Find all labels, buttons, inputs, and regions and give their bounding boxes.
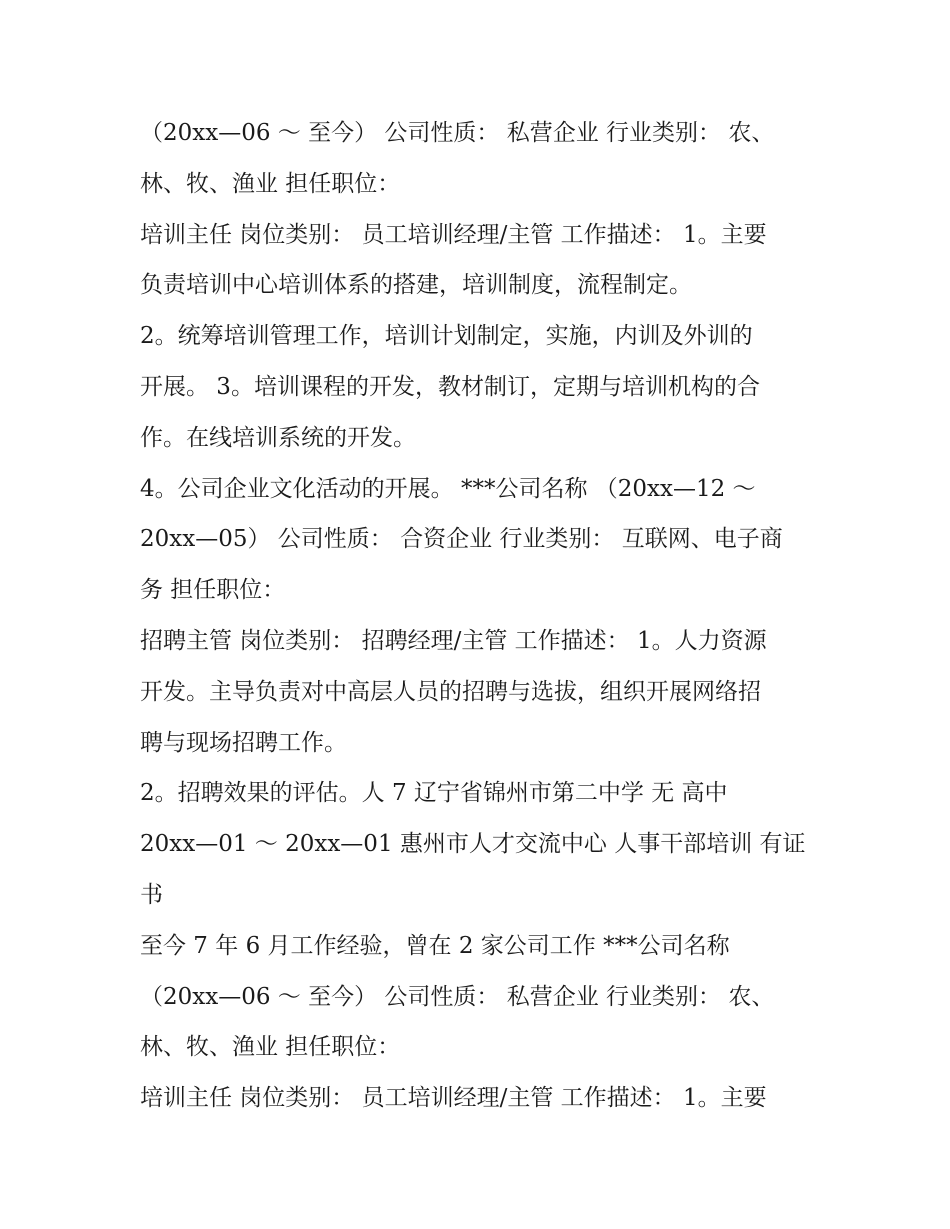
text-line: 林、牧、渔业 担任职位： [140,170,401,197]
text-line: 培训主任 岗位类别： 员工培训经理/主管 工作描述： 1。主要 [140,221,767,248]
text-line: 负责培训中心培训体系的搭建，培训制度，流程制定。 [140,272,692,299]
text-line: 培训主任 岗位类别： 员工培训经理/主管 工作描述： 1。主要 [140,1085,767,1112]
text-line: 20xx—01 ～ 20xx—01 惠州市人才交流中心 人事干部培训 有证 [140,831,806,858]
text-line: （20xx—06 ～ 至今） 公司性质： 私营企业 行业类别： 农、 [140,120,775,146]
text-line: 至今 7 年 6 月工作经验，曾在 2 家公司工作 ***公司名称 [140,932,730,959]
text-line: 书 [140,881,163,908]
text-line: 聘与现场招聘工作。 [140,729,347,756]
text-line: 务 担任职位： [140,577,286,604]
text-line: 20xx—05） 公司性质： 合资企业 行业类别： 互联网、电子商 [140,526,783,553]
text-line: 作。在线培训系统的开发。 [140,424,416,451]
text-line: 开发。主导负责对中高层人员的招聘与选拔，组织开展网络招 [140,678,761,705]
text-line: 开展。 3。培训课程的开发，教材制订，定期与培训机构的合 [140,373,760,400]
text-line: （20xx—06 ～ 至今） 公司性质： 私营企业 行业类别： 农、 [140,983,775,1010]
text-line: 林、牧、渔业 担任职位： [140,1034,401,1061]
text-line: 2。统筹培训管理工作，培训计划制定，实施，内训及外训的 [140,323,753,350]
document-body [140,108,820,1124]
text-line: 招聘主管 岗位类别： 招聘经理/主管 工作描述： 1。人力资源 [140,627,767,654]
text-line: 2。招聘效果的评估。人 7 辽宁省锦州市第二中学 无 高中 [140,780,728,807]
text-line: 4。公司企业文化活动的开展。 ***公司名称 （20xx—12 ～ [140,475,756,502]
